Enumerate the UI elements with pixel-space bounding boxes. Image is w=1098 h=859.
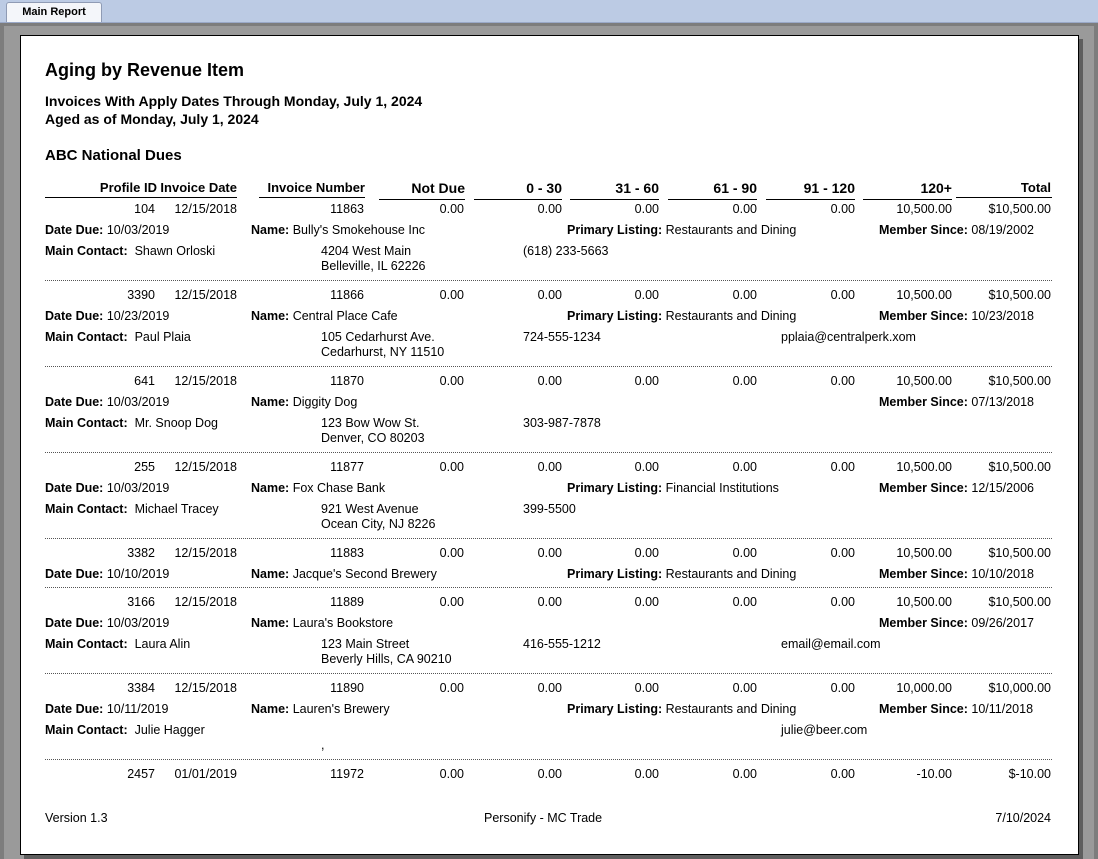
email-link[interactable]: julie@beer.com xyxy=(781,723,868,737)
amount-total: $10,500.00 xyxy=(988,288,1051,302)
tab-main-report[interactable]: Main Report xyxy=(6,2,102,22)
amount-31-60: 0.00 xyxy=(634,767,659,781)
amount-not-due: 0.00 xyxy=(439,595,464,609)
name-value: Fox Chase Bank xyxy=(292,481,386,495)
amount-not-due: 0.00 xyxy=(439,460,464,474)
primary-listing xyxy=(567,481,779,496)
record-separator xyxy=(45,538,1052,539)
date-due-label: Date Due: xyxy=(45,616,104,630)
record-separator xyxy=(45,366,1052,367)
date-due xyxy=(45,481,169,496)
col-31-60: 31 - 60 xyxy=(615,180,659,196)
name-label: Name: xyxy=(251,223,290,237)
footer-date: 7/10/2024 xyxy=(995,811,1051,825)
date-due-value: 10/11/2019 xyxy=(106,702,169,716)
primary-listing-label: Primary Listing: xyxy=(567,481,663,495)
member-since-value: 12/15/2006 xyxy=(971,481,1034,495)
amount-total: $10,500.00 xyxy=(988,546,1051,560)
amount-not-due: 0.00 xyxy=(439,288,464,302)
record-separator xyxy=(45,280,1052,281)
invoice-number: 11877 xyxy=(330,460,364,474)
amount-0-30: 0.00 xyxy=(537,374,562,388)
amount-120-plus: -10.00 xyxy=(916,767,952,781)
name-label: Name: xyxy=(251,309,290,323)
member-since xyxy=(879,702,1033,717)
member-since-value: 07/13/2018 xyxy=(971,395,1034,409)
amount-0-30: 0.00 xyxy=(537,460,562,474)
col-profile-id: Profile ID xyxy=(99,180,157,195)
main-contact xyxy=(45,330,191,345)
name-value: Lauren's Brewery xyxy=(292,702,390,716)
main-contact-label: Main Contact: xyxy=(45,416,128,430)
customer-name xyxy=(251,567,437,582)
record-separator xyxy=(45,587,1052,588)
profile-id: 3382 xyxy=(127,546,155,560)
amount-31-60: 0.00 xyxy=(634,595,659,609)
profile-id: 104 xyxy=(134,202,155,216)
footer-center: Personify - MC Trade xyxy=(484,811,603,825)
primary-listing-value: Restaurants and Dining xyxy=(665,567,797,581)
member-since-value: 10/10/2018 xyxy=(971,567,1034,581)
amount-31-60: 0.00 xyxy=(634,460,659,474)
date-due xyxy=(45,616,169,631)
invoice-date: 12/15/2018 xyxy=(174,374,237,388)
report-page xyxy=(20,35,1079,855)
amount-total: $-10.00 xyxy=(1008,767,1051,781)
date-due-value: 10/03/2019 xyxy=(106,616,170,630)
date-due-label: Date Due: xyxy=(45,223,104,237)
address-line1: 105 Cedarhurst Ave. xyxy=(321,330,435,344)
main-contact-label: Main Contact: xyxy=(45,723,128,737)
invoice-date: 01/01/2019 xyxy=(174,767,237,781)
invoice-number: 11972 xyxy=(330,767,364,781)
amount-0-30: 0.00 xyxy=(537,202,562,216)
address-line2: Denver, CO 80203 xyxy=(321,431,425,445)
primary-listing xyxy=(567,223,796,238)
amount-not-due: 0.00 xyxy=(439,202,464,216)
amount-0-30: 0.00 xyxy=(537,546,562,560)
profile-id: 3390 xyxy=(127,288,155,302)
amount-31-60: 0.00 xyxy=(634,546,659,560)
amount-not-due: 0.00 xyxy=(439,546,464,560)
record-separator xyxy=(45,759,1052,760)
invoice-date: 12/15/2018 xyxy=(174,460,237,474)
primary-listing xyxy=(567,567,796,582)
primary-listing-value: Restaurants and Dining xyxy=(665,223,797,237)
member-since-label: Member Since: xyxy=(879,567,968,581)
customer-name xyxy=(251,481,385,496)
profile-id: 641 xyxy=(134,374,155,388)
main-contact xyxy=(45,244,215,259)
amount-120-plus: 10,000.00 xyxy=(896,681,952,695)
address-line1: 4204 West Main xyxy=(321,244,412,258)
amount-91-120: 0.00 xyxy=(830,767,855,781)
amount-91-120: 0.00 xyxy=(830,681,855,695)
date-due-value: 10/23/2019 xyxy=(106,309,170,323)
address-line2: Belleville, IL 62226 xyxy=(321,259,426,273)
record-separator xyxy=(45,673,1052,674)
header-underline xyxy=(45,197,237,198)
amount-91-120: 0.00 xyxy=(830,460,855,474)
name-value: Bully's Smokehouse Inc xyxy=(292,223,426,237)
member-since-value: 08/19/2002 xyxy=(971,223,1034,237)
name-value: Central Place Cafe xyxy=(292,309,398,323)
address-line2: Cedarhurst, NY 11510 xyxy=(321,345,445,359)
header-underline xyxy=(474,199,562,200)
profile-id: 3384 xyxy=(127,681,155,695)
primary-listing xyxy=(567,309,796,324)
amount-120-plus: 10,500.00 xyxy=(896,374,952,388)
phone: 416-555-1212 xyxy=(523,637,601,651)
invoice-number: 11866 xyxy=(330,288,364,302)
member-since xyxy=(879,567,1034,582)
customer-name xyxy=(251,309,398,324)
col-not-due: Not Due xyxy=(411,180,465,196)
member-since-label: Member Since: xyxy=(879,309,968,323)
header-underline xyxy=(863,199,952,200)
amount-total: $10,000.00 xyxy=(988,681,1051,695)
date-due xyxy=(45,567,169,582)
profile-id: 255 xyxy=(134,460,155,474)
amount-91-120: 0.00 xyxy=(830,546,855,560)
invoice-date: 12/15/2018 xyxy=(174,595,237,609)
col-invoice-date: Invoice Date xyxy=(160,180,237,195)
main-contact-label: Main Contact: xyxy=(45,330,128,344)
amount-31-60: 0.00 xyxy=(634,374,659,388)
member-since xyxy=(879,395,1034,410)
address-line2: Beverly Hills, CA 90210 xyxy=(321,652,452,666)
main-contact-label: Main Contact: xyxy=(45,502,128,516)
customer-name xyxy=(251,395,357,410)
amount-not-due: 0.00 xyxy=(439,374,464,388)
email-link[interactable]: pplaia@centralperk.xom xyxy=(781,330,916,344)
amount-91-120: 0.00 xyxy=(830,595,855,609)
member-since-value: 09/26/2017 xyxy=(971,616,1034,630)
phone: 303-987-7878 xyxy=(523,416,601,430)
amount-31-60: 0.00 xyxy=(634,288,659,302)
date-due-value: 10/10/2019 xyxy=(106,567,170,581)
name-value: Diggity Dog xyxy=(292,395,358,409)
invoice-date: 12/15/2018 xyxy=(174,202,237,216)
col-120-plus: 120+ xyxy=(920,180,952,196)
amount-120-plus: 10,500.00 xyxy=(896,595,952,609)
address-line1: 921 West Avenue xyxy=(321,502,419,516)
member-since-label: Member Since: xyxy=(879,481,968,495)
amount-total: $10,500.00 xyxy=(988,460,1051,474)
amount-61-90: 0.00 xyxy=(732,460,757,474)
name-label: Name: xyxy=(251,616,290,630)
address-line1: 123 Main Street xyxy=(321,637,410,651)
member-since xyxy=(879,616,1034,631)
invoice-number: 11890 xyxy=(330,681,364,695)
phone: 724-555-1234 xyxy=(523,330,601,344)
amount-91-120: 0.00 xyxy=(830,288,855,302)
customer-name xyxy=(251,702,390,717)
email-link[interactable]: email@email.com xyxy=(781,637,881,651)
amount-61-90: 0.00 xyxy=(732,595,757,609)
date-due xyxy=(45,702,168,717)
date-due-label: Date Due: xyxy=(45,702,104,716)
main-contact-value: Julie Hagger xyxy=(134,723,205,737)
date-due xyxy=(45,223,169,238)
amount-total: $10,500.00 xyxy=(988,374,1051,388)
report-title: Aging by Revenue Item xyxy=(45,60,245,80)
date-due xyxy=(45,395,169,410)
name-label: Name: xyxy=(251,481,290,495)
primary-listing-label: Primary Listing: xyxy=(567,223,663,237)
amount-61-90: 0.00 xyxy=(732,767,757,781)
amount-91-120: 0.00 xyxy=(830,202,855,216)
member-since-value: 10/11/2018 xyxy=(971,702,1034,716)
primary-listing-value: Restaurants and Dining xyxy=(665,702,797,716)
amount-31-60: 0.00 xyxy=(634,681,659,695)
member-since xyxy=(879,481,1034,496)
customer-name xyxy=(251,223,425,238)
main-contact xyxy=(45,637,190,652)
primary-listing xyxy=(567,702,796,717)
main-contact-value: Shawn Orloski xyxy=(134,244,216,258)
primary-listing-value: Financial Institutions xyxy=(665,481,779,495)
name-label: Name: xyxy=(251,567,290,581)
customer-name xyxy=(251,616,393,631)
amount-0-30: 0.00 xyxy=(537,681,562,695)
main-contact-label: Main Contact: xyxy=(45,637,128,651)
header-underline xyxy=(259,197,365,198)
date-due-value: 10/03/2019 xyxy=(106,223,170,237)
tab-bar xyxy=(0,0,1098,23)
main-contact-label: Main Contact: xyxy=(45,244,128,258)
header-underline xyxy=(570,199,659,200)
amount-61-90: 0.00 xyxy=(732,546,757,560)
main-contact-value: Michael Tracey xyxy=(134,502,219,516)
member-since xyxy=(879,309,1034,324)
member-since-value: 10/23/2018 xyxy=(971,309,1034,323)
amount-0-30: 0.00 xyxy=(537,288,562,302)
phone: (618) 233-5663 xyxy=(523,244,609,258)
address-line2: Ocean City, NJ 8226 xyxy=(321,517,436,531)
date-due-label: Date Due: xyxy=(45,309,104,323)
header-underline xyxy=(956,197,1052,198)
invoice-number: 11870 xyxy=(330,374,364,388)
name-value: Jacque's Second Brewery xyxy=(292,567,437,581)
amount-0-30: 0.00 xyxy=(537,767,562,781)
invoice-date: 12/15/2018 xyxy=(174,546,237,560)
amount-total: $10,500.00 xyxy=(988,202,1051,216)
member-since-label: Member Since: xyxy=(879,702,968,716)
primary-listing-value: Restaurants and Dining xyxy=(665,309,797,323)
date-due xyxy=(45,309,169,324)
name-label: Name: xyxy=(251,395,290,409)
profile-id: 2457 xyxy=(127,767,155,781)
amount-120-plus: 10,500.00 xyxy=(896,460,952,474)
amount-not-due: 0.00 xyxy=(439,767,464,781)
main-contact-value: Laura Alin xyxy=(134,637,191,651)
member-since-label: Member Since: xyxy=(879,223,968,237)
member-since-label: Member Since: xyxy=(879,395,968,409)
phone: 399-5500 xyxy=(523,502,576,516)
invoice-date: 12/15/2018 xyxy=(174,288,237,302)
amount-61-90: 0.00 xyxy=(732,374,757,388)
member-since-label: Member Since: xyxy=(879,616,968,630)
amount-61-90: 0.00 xyxy=(732,681,757,695)
date-due-value: 10/03/2019 xyxy=(106,395,170,409)
member-since xyxy=(879,223,1034,238)
amount-61-90: 0.00 xyxy=(732,202,757,216)
main-contact xyxy=(45,723,205,738)
invoice-number: 11889 xyxy=(330,595,364,609)
col-91-120: 91 - 120 xyxy=(803,180,855,196)
primary-listing-label: Primary Listing: xyxy=(567,567,663,581)
amount-0-30: 0.00 xyxy=(537,595,562,609)
date-due-label: Date Due: xyxy=(45,481,104,495)
col-61-90: 61 - 90 xyxy=(713,180,757,196)
amount-not-due: 0.00 xyxy=(439,681,464,695)
invoice-date: 12/15/2018 xyxy=(174,681,237,695)
amount-31-60: 0.00 xyxy=(634,202,659,216)
amount-91-120: 0.00 xyxy=(830,374,855,388)
amount-120-plus: 10,500.00 xyxy=(896,546,952,560)
name-label: Name: xyxy=(251,702,290,716)
name-value: Laura's Bookstore xyxy=(292,616,394,630)
address-line2: , xyxy=(321,738,325,752)
report-subtitle-apply-dates: Invoices With Apply Dates Through Monday, July 1, 2024 xyxy=(45,93,423,109)
main-contact xyxy=(45,502,219,517)
group-header: ABC National Dues xyxy=(45,147,182,164)
primary-listing-label: Primary Listing: xyxy=(567,702,663,716)
header-underline xyxy=(379,199,465,200)
amount-120-plus: 10,500.00 xyxy=(896,288,952,302)
date-due-label: Date Due: xyxy=(45,567,104,581)
main-contact-value: Paul Plaia xyxy=(134,330,191,344)
date-due-value: 10/03/2019 xyxy=(106,481,170,495)
profile-id: 3166 xyxy=(127,595,155,609)
header-underline xyxy=(766,199,855,200)
report-subtitle-aged-as-of: Aged as of Monday, July 1, 2024 xyxy=(45,111,259,127)
amount-120-plus: 10,500.00 xyxy=(896,202,952,216)
col-0-30: 0 - 30 xyxy=(526,180,562,196)
invoice-number: 11883 xyxy=(330,546,364,560)
address-line1: 123 Bow Wow St. xyxy=(321,416,420,430)
amount-61-90: 0.00 xyxy=(732,288,757,302)
amount-total: $10,500.00 xyxy=(988,595,1051,609)
footer-version: Version 1.3 xyxy=(45,811,108,825)
main-contact xyxy=(45,416,218,431)
main-contact-value: Mr. Snoop Dog xyxy=(134,416,218,430)
record-separator xyxy=(45,452,1052,453)
primary-listing-label: Primary Listing: xyxy=(567,309,663,323)
invoice-number: 11863 xyxy=(330,202,364,216)
col-invoice-number: Invoice Number xyxy=(267,180,365,195)
col-total: Total xyxy=(1020,180,1051,195)
header-underline xyxy=(668,199,757,200)
date-due-label: Date Due: xyxy=(45,395,104,409)
